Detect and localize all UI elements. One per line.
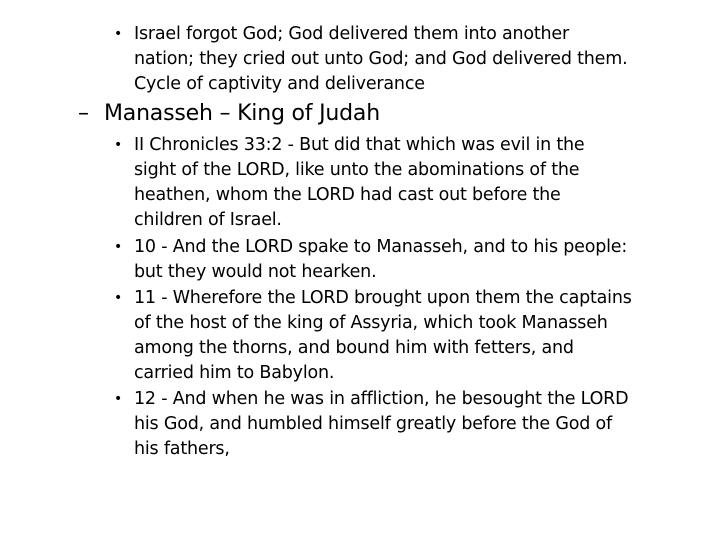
bullet-text: II Chronicles 33:2 - But did that which was evil in the sight of the LORD, like unto the abominations of the heathen, whom the LORD had cast out before the children of Israel.	[134, 135, 585, 230]
bullet-text: 10 - And the LORD spake to Manasseh, and to his people: but they would not hearken.	[134, 237, 628, 282]
subheading-item	[78, 100, 380, 128]
bullet-marker: •	[114, 26, 123, 42]
bullet-item-intro	[114, 22, 628, 97]
bullet-text: 11 - Wherefore the LORD brought upon them the captains of the host of the king of Assyria, which took Manasseh among the thorns, and bound him with fetters, and carried him to Babylon.	[134, 288, 632, 383]
bullet-text: 12 - And when he was in affliction, he besought the LORD his God, and humbled himself greatly before the God of his fathers,	[134, 389, 629, 459]
bullet-item-verse-12	[114, 387, 629, 462]
subheading-text: Manasseh – King of Judah	[104, 101, 380, 126]
bullet-marker: •	[114, 137, 123, 153]
bullet-marker: •	[114, 391, 123, 407]
bullet-marker: •	[114, 239, 123, 255]
bullet-text: Israel forgot God; God delivered them into another nation; they cried out unto God; and God delivered them. Cycle of captivity and deliverance	[134, 24, 628, 94]
dash-marker: –	[78, 101, 89, 126]
bullet-item-verse-2	[114, 133, 585, 233]
bullet-item-verse-11	[114, 286, 632, 386]
bullet-item-verse-10	[114, 235, 628, 285]
bullet-marker: •	[114, 290, 123, 306]
